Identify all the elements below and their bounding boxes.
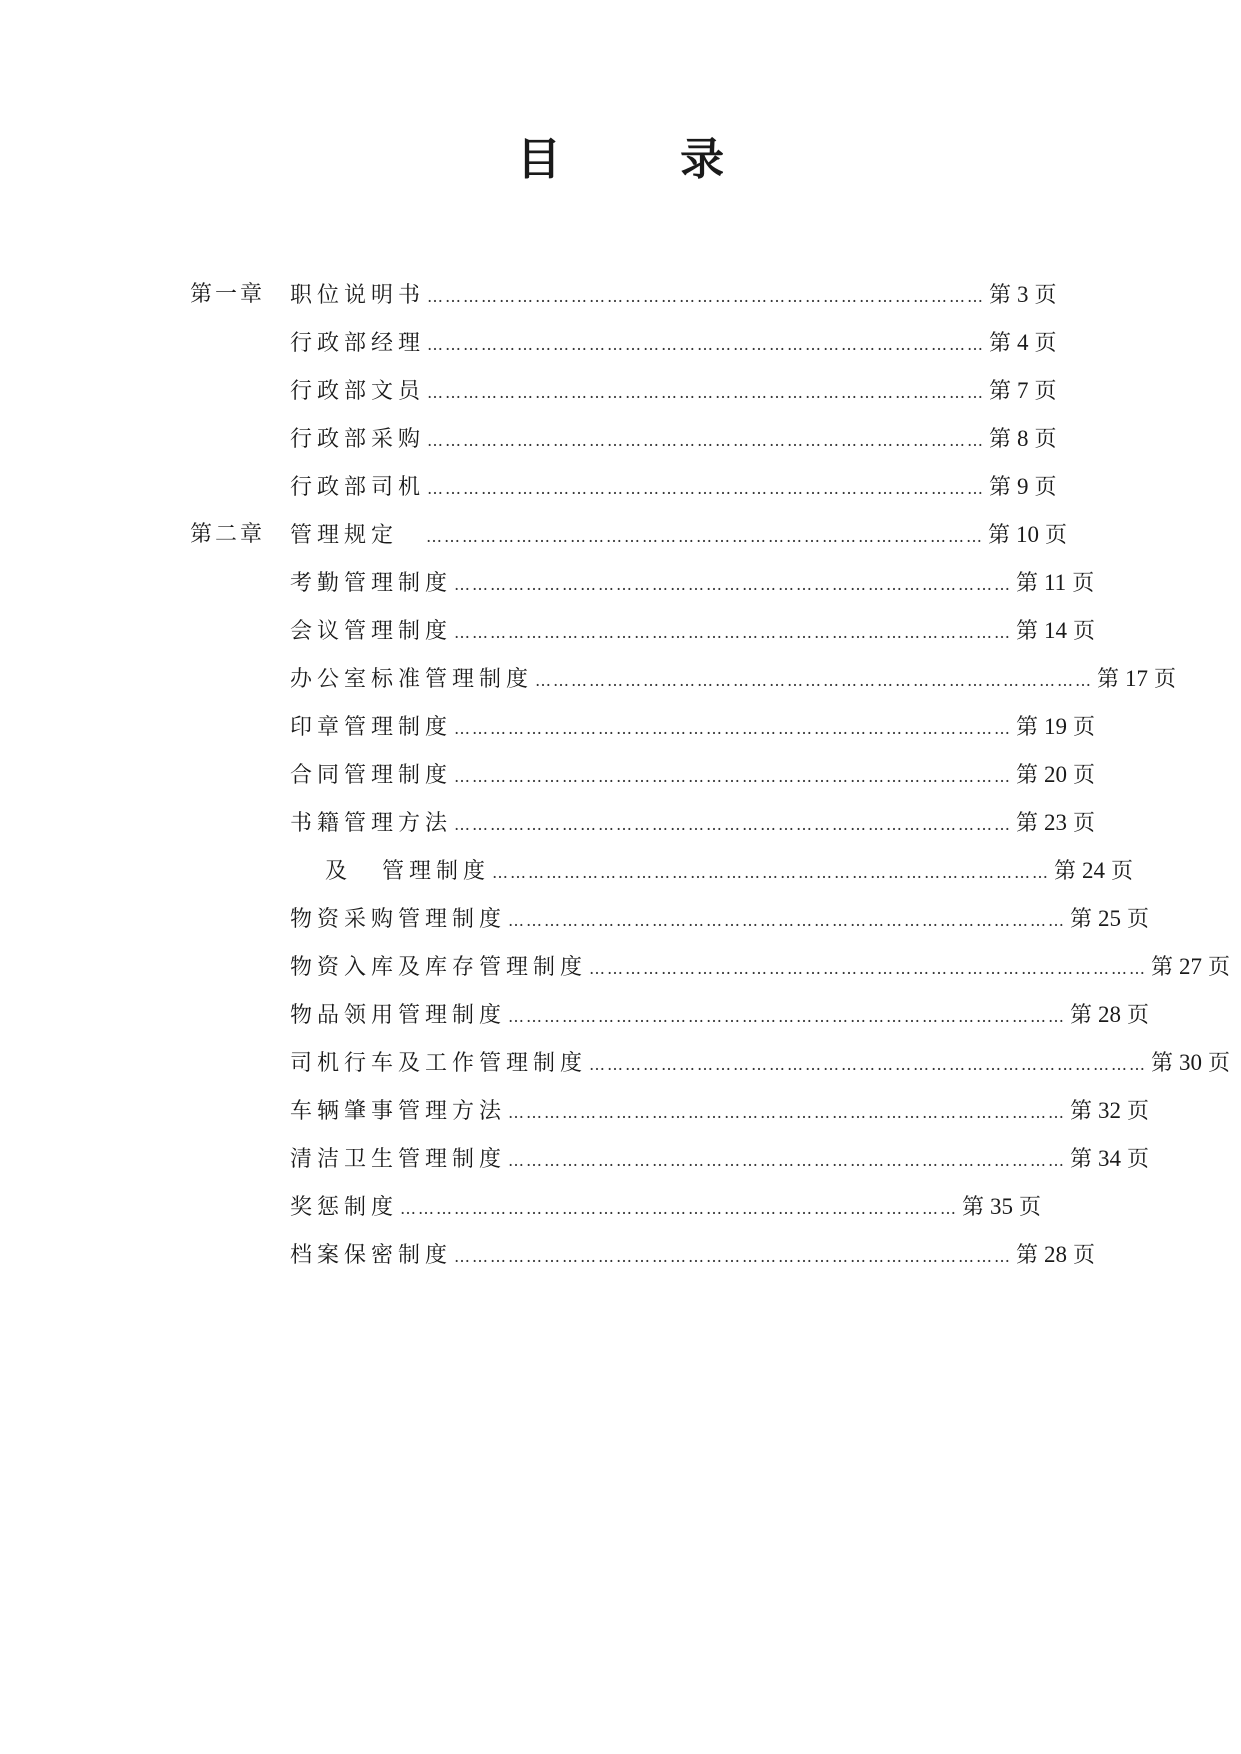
- page-suffix: 页: [1072, 571, 1098, 596]
- page-suffix: 页: [1073, 811, 1099, 836]
- page-reference: [962, 1192, 1044, 1223]
- entry-title: 行政部采购: [290, 427, 426, 452]
- page-suffix: 页: [1127, 1003, 1153, 1028]
- page-prefix: 第: [1070, 1003, 1096, 1028]
- page-prefix: 第: [1054, 859, 1080, 884]
- entry-title: 清洁卫生管理制度: [290, 1147, 507, 1172]
- page-suffix: 页: [1034, 331, 1060, 356]
- toc-entry: [290, 1240, 1099, 1272]
- page-number: 30: [1179, 1050, 1203, 1075]
- toc-entry: [290, 952, 1234, 984]
- page-prefix: 第: [1070, 907, 1096, 932]
- page-number: 7: [1017, 378, 1029, 403]
- page-number: 4: [1017, 330, 1029, 355]
- toc-title: 目 录: [516, 134, 777, 185]
- page-reference: [1070, 1144, 1152, 1175]
- page-prefix: 第: [1097, 667, 1123, 692]
- page-reference: [989, 280, 1060, 311]
- page-reference: [1151, 1048, 1233, 1079]
- dot-leader: …………………………………………………………………………………: [508, 1151, 1067, 1170]
- page-number: 11: [1044, 570, 1067, 595]
- page-prefix: 第: [1016, 1243, 1042, 1268]
- toc-entry: [290, 616, 1099, 648]
- page-number: 32: [1098, 1098, 1122, 1123]
- page-number: 19: [1044, 714, 1068, 739]
- toc-entry: [290, 664, 1180, 696]
- dot-leader: …………………………………………………………………………………: [454, 815, 1013, 834]
- page-number: 3: [1017, 282, 1029, 307]
- page-suffix: 页: [1034, 283, 1060, 308]
- dot-leader: …………………………………………………………………………………: [492, 863, 1051, 882]
- page-reference: [1016, 712, 1098, 743]
- entry-title: 物资采购管理制度: [290, 907, 507, 932]
- toc-entry: [290, 760, 1099, 792]
- toc-entry: [290, 1048, 1234, 1080]
- entry-title: 印章管理制度: [290, 715, 453, 740]
- entry-title: 合同管理制度: [290, 763, 453, 788]
- toc-entry: [290, 1144, 1153, 1176]
- dot-leader: …………………………………………………………………………………: [427, 383, 986, 402]
- dot-leader: …………………………………………………………………………………: [454, 575, 1013, 594]
- page-prefix: 第: [989, 283, 1015, 308]
- entry-title: 司机行车及工作管理制度: [290, 1051, 588, 1076]
- dot-leader: …………………………………………………………………………………: [427, 431, 986, 450]
- page-number: 35: [990, 1194, 1014, 1219]
- page-suffix: 页: [1034, 379, 1060, 404]
- page-number: 20: [1044, 762, 1068, 787]
- page-suffix: 页: [1073, 1243, 1099, 1268]
- page-reference: [1070, 1096, 1152, 1127]
- toc-entry: [290, 808, 1099, 840]
- page-reference: [1016, 616, 1098, 647]
- page-prefix: 第: [1070, 1099, 1096, 1124]
- entry-title: 办公室标准管理制度: [290, 667, 534, 692]
- page-suffix: 页: [1127, 907, 1153, 932]
- dot-leader: …………………………………………………………………………………: [427, 479, 986, 498]
- page-number: 14: [1044, 618, 1068, 643]
- page-suffix: 页: [1073, 763, 1099, 788]
- page-number: 28: [1044, 1242, 1068, 1267]
- dot-leader: …………………………………………………………………………………: [589, 959, 1148, 978]
- entry-title: 行政部文员: [290, 379, 426, 404]
- page-number: 9: [1017, 474, 1029, 499]
- toc-entry: [290, 1096, 1153, 1128]
- page-number: 28: [1098, 1002, 1122, 1027]
- dot-leader: …………………………………………………………………………………: [426, 527, 985, 546]
- toc-entry: [325, 856, 1137, 888]
- page-prefix: 第: [1016, 571, 1042, 596]
- dot-leader: …………………………………………………………………………………: [508, 911, 1067, 930]
- page-suffix: 页: [1034, 475, 1060, 500]
- page-prefix: 第: [1016, 715, 1042, 740]
- page-reference: [988, 520, 1070, 551]
- page-reference: [1054, 856, 1136, 887]
- toc-entry: [290, 376, 1060, 408]
- entry-title: 会议管理制度: [290, 619, 453, 644]
- dot-leader: …………………………………………………………………………………: [454, 719, 1013, 738]
- page-reference: [1016, 1240, 1098, 1271]
- page-number: 25: [1098, 906, 1122, 931]
- page-prefix: 第: [1016, 619, 1042, 644]
- toc-entry: [290, 280, 1060, 312]
- page-suffix: 页: [1208, 1051, 1234, 1076]
- dot-leader: …………………………………………………………………………………: [454, 1247, 1013, 1266]
- entry-title-part: 及: [325, 859, 353, 884]
- page-prefix: 第: [988, 523, 1014, 548]
- page-prefix: 第: [1016, 811, 1042, 836]
- entry-title: 车辆肇事管理方法: [290, 1099, 507, 1124]
- page-reference: [1097, 664, 1179, 695]
- toc-entry: [290, 1192, 1045, 1224]
- entry-title: 行政部经理: [290, 331, 426, 356]
- dot-leader: …………………………………………………………………………………: [508, 1103, 1067, 1122]
- page-reference: [989, 424, 1060, 455]
- page-prefix: 第: [1016, 763, 1042, 788]
- dot-leader: …………………………………………………………………………………: [454, 623, 1013, 642]
- entry-title: 考勤管理制度: [290, 571, 453, 596]
- page-reference: [1070, 904, 1152, 935]
- chapter-label: 第一章: [190, 282, 266, 307]
- chapter-label: 第二章: [190, 522, 266, 547]
- page-number: 24: [1082, 858, 1106, 883]
- toc-entry: [290, 712, 1099, 744]
- entry-title: 物品领用管理制度: [290, 1003, 507, 1028]
- page-number: 34: [1098, 1146, 1122, 1171]
- page-prefix: 第: [989, 427, 1015, 452]
- page-reference: [1016, 760, 1098, 791]
- page-number: 17: [1125, 666, 1149, 691]
- page-prefix: 第: [989, 379, 1015, 404]
- entry-title: 书籍管理方法: [290, 811, 453, 836]
- page-suffix: 页: [1154, 667, 1180, 692]
- page-suffix: 页: [1034, 427, 1060, 452]
- page-prefix: 第: [1070, 1147, 1096, 1172]
- entry-title-part: 管理制度: [382, 859, 491, 884]
- page-number: 23: [1044, 810, 1068, 835]
- page-prefix: 第: [962, 1195, 988, 1220]
- dot-leader: …………………………………………………………………………………: [535, 671, 1094, 690]
- entry-title: 职位说明书: [290, 283, 426, 308]
- page-number: 10: [1016, 522, 1040, 547]
- toc-entry: [290, 1000, 1153, 1032]
- dot-leader: …………………………………………………………………………………: [400, 1199, 959, 1218]
- dot-leader: …………………………………………………………………………………: [589, 1055, 1148, 1074]
- entry-title: 管理规定: [290, 523, 399, 548]
- page-suffix: 页: [1019, 1195, 1045, 1220]
- toc-entry: [290, 904, 1153, 936]
- page-number: 8: [1017, 426, 1029, 451]
- page-suffix: 页: [1073, 619, 1099, 644]
- page-suffix: 页: [1127, 1147, 1153, 1172]
- entry-title: 行政部司机: [290, 475, 426, 500]
- page-reference: [1016, 568, 1097, 599]
- page-prefix: 第: [989, 331, 1015, 356]
- page-reference: [989, 328, 1060, 359]
- page-prefix: 第: [989, 475, 1015, 500]
- page-prefix: 第: [1151, 955, 1177, 980]
- page-suffix: 页: [1045, 523, 1071, 548]
- page-reference: [989, 376, 1060, 407]
- page-reference: [1070, 1000, 1152, 1031]
- dot-leader: …………………………………………………………………………………: [427, 287, 986, 306]
- dot-leader: …………………………………………………………………………………: [454, 767, 1013, 786]
- toc-entry: [290, 520, 1071, 552]
- entry-title: 物资入库及库存管理制度: [290, 955, 588, 980]
- page-reference: [1016, 808, 1098, 839]
- page-suffix: 页: [1127, 1099, 1153, 1124]
- page-suffix: 页: [1111, 859, 1137, 884]
- entry-title: 档案保密制度: [290, 1243, 453, 1268]
- dot-leader: …………………………………………………………………………………: [427, 335, 986, 354]
- page-reference: [1151, 952, 1233, 983]
- page-reference: [989, 472, 1060, 503]
- toc-entry: [290, 568, 1098, 600]
- page-suffix: 页: [1208, 955, 1234, 980]
- entry-title: 奖惩制度: [290, 1195, 399, 1220]
- toc-entry: [290, 424, 1060, 456]
- page-suffix: 页: [1073, 715, 1099, 740]
- dot-leader: …………………………………………………………………………………: [508, 1007, 1067, 1026]
- toc-entry: [290, 472, 1060, 504]
- toc-entry: [290, 328, 1060, 360]
- entry-title: [325, 857, 490, 887]
- page-prefix: 第: [1151, 1051, 1177, 1076]
- page-number: 27: [1179, 954, 1203, 979]
